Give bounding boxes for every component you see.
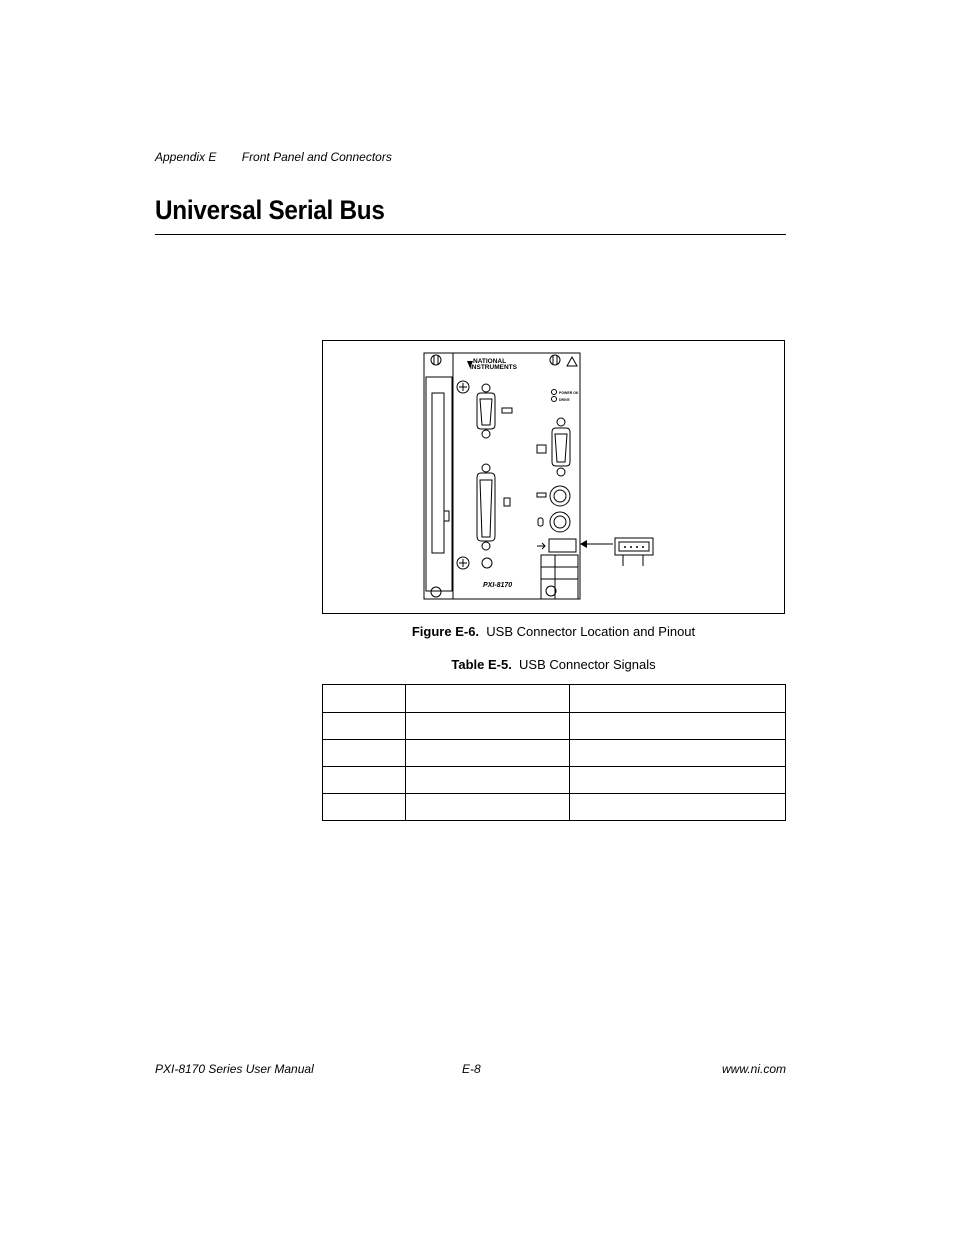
monitor-icon <box>537 445 546 453</box>
table-cell <box>323 794 406 821</box>
table-cell <box>569 767 785 794</box>
footer-page-number: E-8 <box>462 1062 481 1076</box>
pointer-arrowhead <box>580 540 587 548</box>
power-led <box>552 390 557 395</box>
table-caption-text: USB Connector Signals <box>519 657 656 672</box>
table-cell <box>569 713 785 740</box>
usb-signals-table <box>322 684 786 821</box>
usb-port <box>549 539 576 552</box>
figure-caption-text: USB Connector Location and Pinout <box>486 624 696 639</box>
usb-pinout <box>615 538 653 555</box>
table-caption <box>322 657 785 672</box>
com-connector <box>477 393 495 429</box>
keyboard-port <box>550 486 570 506</box>
table-cell <box>323 767 406 794</box>
running-head-appendix: Appendix E <box>155 150 217 164</box>
model-label: PXI-8170 <box>483 582 513 589</box>
mouse-icon <box>538 518 543 526</box>
table-header-cell <box>323 685 406 713</box>
page-title: Universal Serial Bus <box>155 195 385 225</box>
top-left-screw <box>431 355 441 365</box>
reset-button <box>482 558 492 568</box>
drive-led <box>552 397 557 402</box>
table-cell <box>569 740 785 767</box>
bottom-left-screw <box>431 587 441 597</box>
front-panel-outline <box>424 353 580 599</box>
table-cell <box>323 713 406 740</box>
footer-url: www.ni.com <box>721 1062 786 1076</box>
table-row <box>323 713 786 740</box>
mouse-port <box>550 512 570 532</box>
led1-label: POWER OK <box>559 391 579 395</box>
table-cell <box>405 740 569 767</box>
warning-icon <box>567 357 577 366</box>
table-cell <box>405 713 569 740</box>
table-cell <box>569 794 785 821</box>
title-rule <box>155 234 786 235</box>
table-header-row <box>323 685 786 713</box>
table-row <box>323 740 786 767</box>
table-header-cell <box>405 685 569 713</box>
com-icon <box>502 408 512 413</box>
brand-line1: NATIONAL <box>473 358 507 365</box>
table-row <box>323 767 786 794</box>
table-cell <box>405 794 569 821</box>
brand-line2: INSTRUMENTS <box>470 364 517 371</box>
top-right-screw <box>550 355 560 365</box>
figure-caption <box>322 624 785 639</box>
table-cell <box>323 740 406 767</box>
figure-usb-location <box>322 340 785 614</box>
usb-icon <box>537 543 545 549</box>
ejector-strip <box>426 377 452 591</box>
table-row <box>323 794 786 821</box>
ejector-slot <box>432 393 444 553</box>
running-head <box>155 150 392 164</box>
footer-manual-title: PXI-8170 Series User Manual <box>155 1062 314 1076</box>
keyboard-icon <box>537 493 546 497</box>
led2-label: DRIVE <box>559 398 570 402</box>
table-label: Table E-5. <box>451 657 512 672</box>
table-cell <box>405 767 569 794</box>
front-panel-drawing <box>323 341 786 615</box>
figure-label: Figure E-6. <box>411 624 480 639</box>
printer-icon <box>504 498 510 506</box>
table-header-cell <box>569 685 785 713</box>
running-head-section: Front Panel and Connectors <box>241 150 392 164</box>
